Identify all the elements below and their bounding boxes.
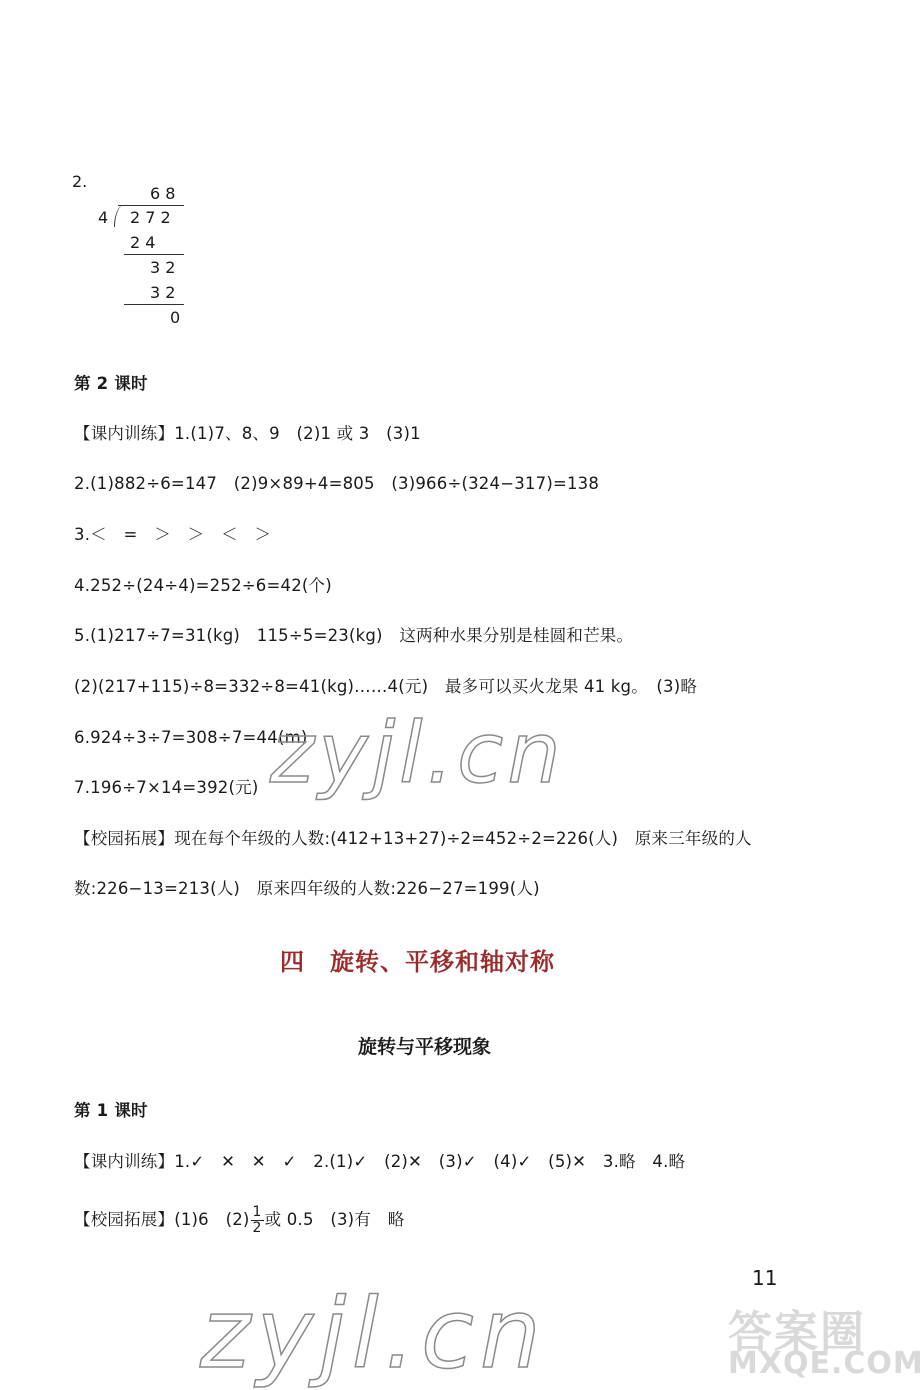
subtraction-line-2 [124, 304, 184, 305]
partial-dividend: 3 2 [150, 258, 176, 277]
subtraction-line-1 [124, 254, 184, 255]
divisor: 4 [98, 208, 109, 227]
lesson-2-line-3: 3.＜ = ＞ ＞ ＜ ＞ [74, 525, 272, 544]
partial-product-1: 2 4 [130, 233, 156, 252]
lesson-2-line-7: 6.924÷3÷7=308÷7=44(m) [74, 728, 308, 747]
section-title: 旋转与平移现象 [358, 1036, 492, 1058]
problem-number: 2. [72, 172, 88, 191]
lesson-1-line-2 [74, 1205, 404, 1236]
page-number: 11 [752, 1266, 778, 1290]
lesson-1-line-2-prefix: 【校园拓展】(1)6 (2) [74, 1210, 250, 1229]
watermark-text-top: zyjl.cn [270, 704, 565, 802]
fraction-one-half [251, 1205, 264, 1236]
watermark-logo-cn: 答案圈 [728, 1307, 866, 1358]
lesson-2-line-5: 5.(1)217÷7=31(kg) 115÷5=23(kg) 这两种水果分别是桂圆和芒果。 [74, 626, 634, 645]
lesson-1-line-2-suffix: 或 0.5 (3)有 略 [264, 1210, 405, 1229]
lesson-2-heading: 第 2 课时 [74, 374, 148, 393]
division-bar [118, 205, 184, 206]
lesson-2-line-6: (2)(217+115)÷8=332÷8=41(kg)……4(元) 最多可以买火龙果 41 kg。 (3)略 [74, 677, 698, 696]
dividend: 2 7 2 [130, 208, 171, 227]
watermark-logo [728, 1296, 924, 1386]
lesson-1-heading: 第 1 课时 [74, 1101, 148, 1120]
lesson-2-line-10: 数:226−13=213(人) 原来四年级的人数:226−27=199(人) [74, 879, 540, 898]
fraction-numerator: 1 [252, 1204, 262, 1220]
remainder: 0 [170, 308, 181, 327]
lesson-1-line-1: 【课内训练】1.✓ ✕ ✕ ✓ 2.(1)✓ (2)✕ (3)✓ (4)✓ (5)✕ 3.略 4.略 [74, 1152, 686, 1171]
chapter-title: 四 旋转、平移和轴对称 [280, 948, 555, 976]
lesson-2-line-4: 4.252÷(24÷4)=252÷6=42(个) [74, 576, 332, 595]
quotient: 6 8 [150, 184, 176, 203]
long-division [72, 170, 212, 330]
lesson-2-line-9: 【校园拓展】现在每个年级的人数:(412+13+27)÷2=452÷2=226(人) 原来三年级的人 [74, 829, 752, 848]
lesson-2-line-8: 7.196÷7×14=392(元) [74, 778, 259, 797]
lesson-2-line-1: 【课内训练】1.(1)7、8、9 (2)1 或 3 (3)1 [74, 424, 421, 443]
partial-product-2: 3 2 [150, 283, 176, 302]
watermark-text-bottom: zyjl.cn [200, 1278, 547, 1390]
fraction-denominator: 2 [252, 1220, 262, 1236]
lesson-2-line-2: 2.(1)882÷6=147 (2)9×89+4=805 (3)966÷(324−317)=138 [74, 474, 600, 493]
watermark-logo-en: MXQE.COM [728, 1346, 924, 1381]
